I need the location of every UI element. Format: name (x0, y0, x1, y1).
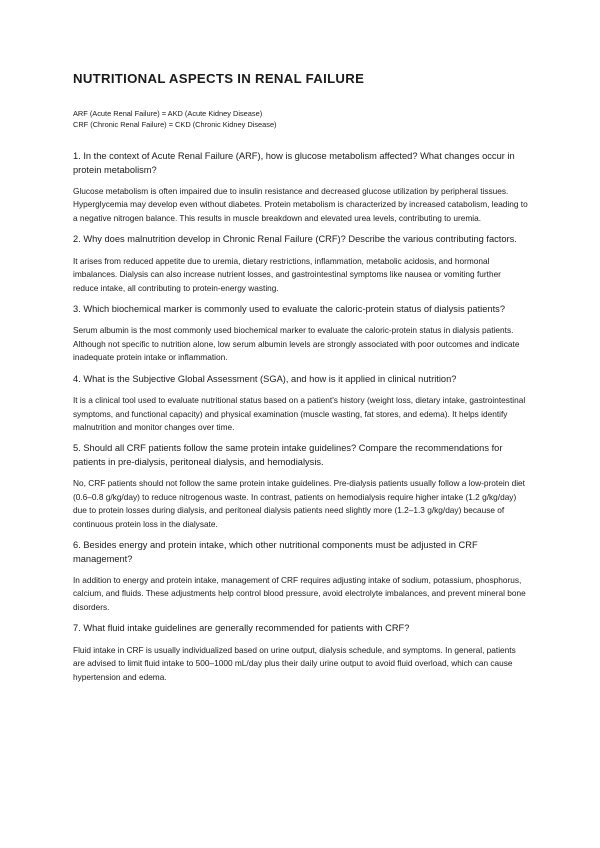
abbreviation-crf: CRF (Chronic Renal Failure) = CKD (Chronic Kidney Disease) (73, 119, 277, 129)
question: 3. Which biochemical marker is commonly used to evaluate the caloric-protein status of dialysis patients? (73, 303, 505, 314)
answer: It arises from reduced appetite due to uremia, dietary restrictions, inflammation, metabolic acidosis, and hormonal imbalances. Dialysis can also increase nutrient losses, and gastrointestinal symptoms like nausea or vomiting further reduce intake, all contributing to protein-energy wasting. (73, 255, 501, 293)
answer: Glucose metabolism is often impaired due to insulin resistance and decreased glucose utilization by peripheral tissues. Hyperglycemia may develop even without diabetes. Protein metabolism is characterized by increased catabolism, leading to a negative nitrogen balance. This results in muscle breakdown and elevated urea levels, contributing to uremia. (73, 186, 528, 223)
abbreviation-arf: ARF (Acute Renal Failure) = AKD (Acute Kidney Disease) (73, 109, 263, 118)
qa-item-5 (73, 442, 528, 531)
question: 4. What is the Subjective Global Assessment (SGA), and how is it applied in clinical nutrition? (73, 373, 457, 384)
answer: It is a clinical tool used to evaluate nutritional status based on a patient's history (weight loss, dietary intake, gastrointestinal symptoms, and functional capacity) and physical examination (muscle wasting, fat stores, and edema). It helps identify malnutrition and monitor changes over time. (73, 395, 526, 432)
answer: No, CRF patients should not follow the same protein intake guidelines. Pre-dialysis patients usually follow a low-protein diet (0.6–0.8 g/kg/day) to reduce nitrogenous waste. In contrast, patients on hemodialysis require higher intake (1.2 g/kg/day) due to protein losses during dialysis, and peritoneal dialysis patients need slightly more (1.2–1.3 g/kg/day) because of continuous protein loss in the dialysate. (73, 478, 525, 529)
answer: Fluid intake in CRF is usually individualized based on urine output, dialysis schedule, and symptoms. In general, patients are advised to limit fluid intake to 500–1000 mL/day plus their daily urine output to avoid fluid overload, which can cause hypertension and edema. (73, 644, 516, 682)
document-title: NUTRITIONAL ASPECTS IN RENAL FAILURE (73, 71, 365, 86)
abbreviations-block (73, 109, 528, 130)
answer: Serum albumin is the most commonly used biochemical marker to evaluate the caloric-protein status in dialysis patients. Although not specific to nutrition alone, low serum albumin levels are strongly associated with poor outcomes and indicate inadequate protein intake or inflammation. (73, 325, 520, 363)
question: 2. Why does malnutrition develop in Chronic Renal Failure (CRF)? Describe the various contributing factors. (73, 234, 517, 245)
question: 1. In the context of Acute Renal Failure (ARF), how is glucose metabolism affected? What changes occur in protein metabolism? (73, 151, 515, 175)
qa-item-7 (73, 622, 528, 684)
qa-item-1 (73, 150, 528, 225)
qa-item-3 (73, 303, 528, 365)
document-page (73, 70, 528, 692)
question: 5. Should all CRF patients follow the same protein intake guidelines? Compare the recommendations for patients in pre-dialysis, peritoneal dialysis, and hemodialysis. (73, 443, 503, 467)
answer: In addition to energy and protein intake, management of CRF requires adjusting intake of sodium, potassium, phosphorus, calcium, and fluids. These adjustments help control blood pressure, avoid electrolyte imbalances, and prevent mineral bone disorders. (73, 575, 526, 612)
qa-item-4 (73, 373, 528, 435)
qa-item-2 (73, 233, 528, 295)
question: 7. What fluid intake guidelines are generally recommended for patients with CRF? (73, 623, 410, 634)
question: 6. Besides energy and protein intake, which other nutritional components must be adjusted in CRF management? (73, 540, 478, 564)
qa-item-6 (73, 539, 528, 614)
